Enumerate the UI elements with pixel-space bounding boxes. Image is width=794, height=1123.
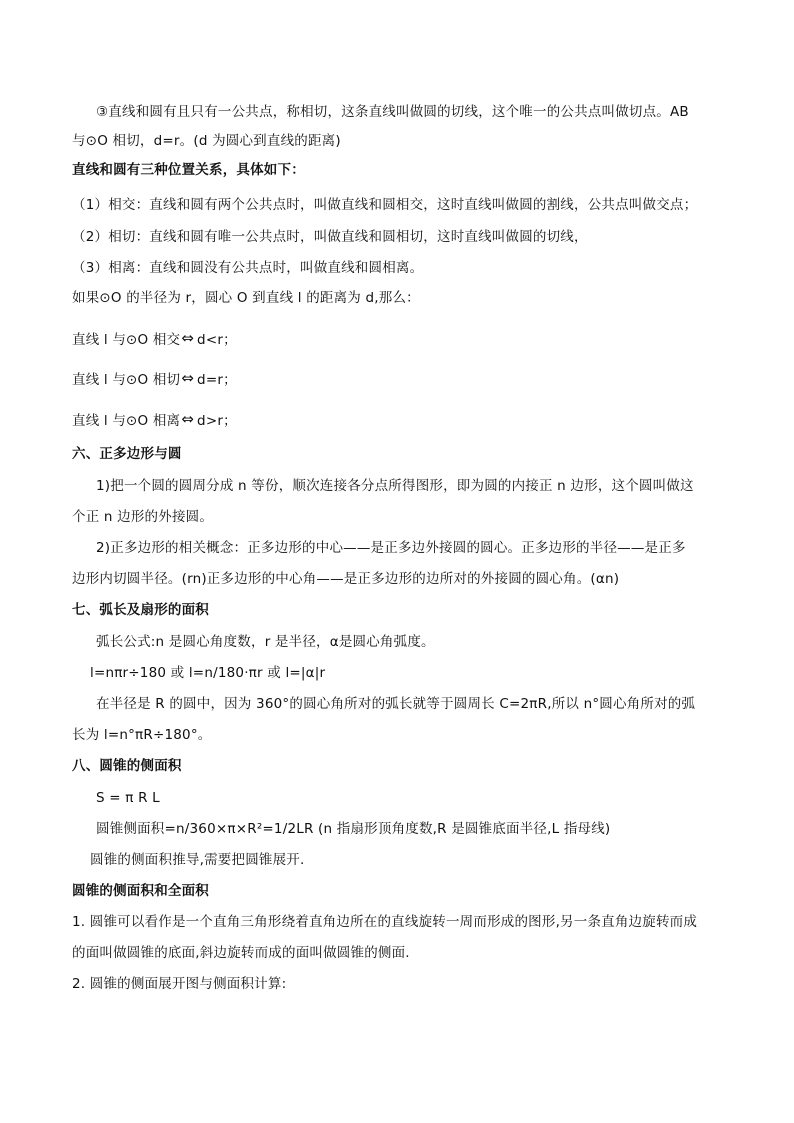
relation-intersect-line: （1）相交：直线和圆有两个公共点时，叫做直线和圆相交，这时直线叫做圆的割线，公共点叫做交点； xyxy=(72,197,698,213)
tangent-definition-line-1: ③直线和圆有且只有一公共点，称相切，这条直线叫做圆的切线，这个唯一的公共点叫做切点。AB xyxy=(96,104,689,120)
section-heading-cone-total-area: 圆锥的侧面积和全面积 xyxy=(72,883,209,899)
arc-length-derivation-line-1: 在半径是 R 的圆中，因为 360°的圆心角所对的弧长就等于圆周长 C=2πR,所以 n°圆心角所对的弧 xyxy=(96,696,696,712)
relation-tangent-line: （2）相切：直线和圆有唯一公共点时，叫做直线和圆相切，这时直线叫做圆的切线， xyxy=(72,229,588,245)
equivalence-arrow-icon: ⇔ xyxy=(181,410,195,428)
section-heading-polygon-circle: 六、正多边形与圆 xyxy=(72,446,182,462)
polygon-paragraph-2-line-2: 边形内切圆半径。(rn)正多边形的中心角——是正多边形的边所对的外接圆的圆心角。(αn) xyxy=(72,571,620,587)
arc-length-formula-intro: 弧长公式:n 是圆心角度数，r 是半径，α是圆心角弧度。 xyxy=(96,634,435,650)
cone-derivation-note: 圆锥的侧面积推导,需要把圆锥展开. xyxy=(90,852,305,868)
arc-length-derivation-line-2: 长为 l=n°πR÷180°。 xyxy=(72,727,212,743)
criterion-separate-line xyxy=(72,410,732,430)
relation-separate-line: （3）相离：直线和圆没有公共点时，叫做直线和圆相离。 xyxy=(72,260,424,276)
criterion-intersect-value: d<r； xyxy=(197,332,237,348)
arc-length-formula: l=nπr÷180 或 l=n/180·πr 或 l=|α|r xyxy=(90,665,326,681)
section-heading-line-circle-relations: 直线和圆有三种位置关系，具体如下： xyxy=(72,162,305,178)
radius-distance-condition-line: 如果⊙O 的半径为 r，圆心 O 到直线 l 的距离为 d,那么： xyxy=(72,290,420,306)
polygon-paragraph-1-line-2: 个正 n 边形的外接圆。 xyxy=(72,509,214,525)
cone-lateral-area-formula: 圆锥侧面积=n/360×π×R²=1/2LR (n 指扇形顶角度数,R 是圆锥底面半径,L 指母线) xyxy=(96,821,611,837)
equivalence-arrow-icon: ⇔ xyxy=(181,329,195,347)
criterion-intersect-line xyxy=(72,329,732,349)
polygon-paragraph-1-line-1: 1)把一个圆的圆周分成 n 等份，顺次连接各分点所得图形，即为圆的内接正 n 边形，这个圆叫做这 xyxy=(96,478,694,494)
criterion-tangent-line xyxy=(72,369,732,389)
polygon-paragraph-2-line-1: 2)正多边形的相关概念：正多边形的中心——是正多边外接圆的圆心。正多边形的半径——是正多 xyxy=(96,540,686,556)
criterion-separate-value: d>r； xyxy=(197,413,237,429)
equivalence-arrow-icon: ⇔ xyxy=(181,369,195,387)
cone-definition-line-2: 的面叫做圆锥的底面,斜边旋转而成的面叫做圆锥的侧面. xyxy=(72,945,410,961)
cone-net-heading-line: 2. 圆锥的侧面展开图与侧面积计算: xyxy=(72,976,287,992)
criterion-tangent-value: d=r； xyxy=(197,372,237,388)
section-heading-cone-lateral-area: 八、圆锥的侧面积 xyxy=(72,758,182,774)
criterion-tangent-label: 直线 l 与⊙O 相切 xyxy=(72,372,181,388)
criterion-intersect-label: 直线 l 与⊙O 相交 xyxy=(72,332,181,348)
criterion-separate-label: 直线 l 与⊙O 相离 xyxy=(72,413,181,429)
tangent-definition-line-2: 与⊙O 相切，d=r。(d 为圆心到直线的距离) xyxy=(72,133,341,149)
section-heading-arc-length: 七、弧长及扇形的面积 xyxy=(72,602,209,618)
cone-area-formula: S = π R L xyxy=(96,790,160,806)
cone-definition-line-1: 1. 圆锥可以看作是一个直角三角形绕着直角边所在的直线旋转一周而形成的图形,另一条直角边旋转而成 xyxy=(72,914,698,930)
